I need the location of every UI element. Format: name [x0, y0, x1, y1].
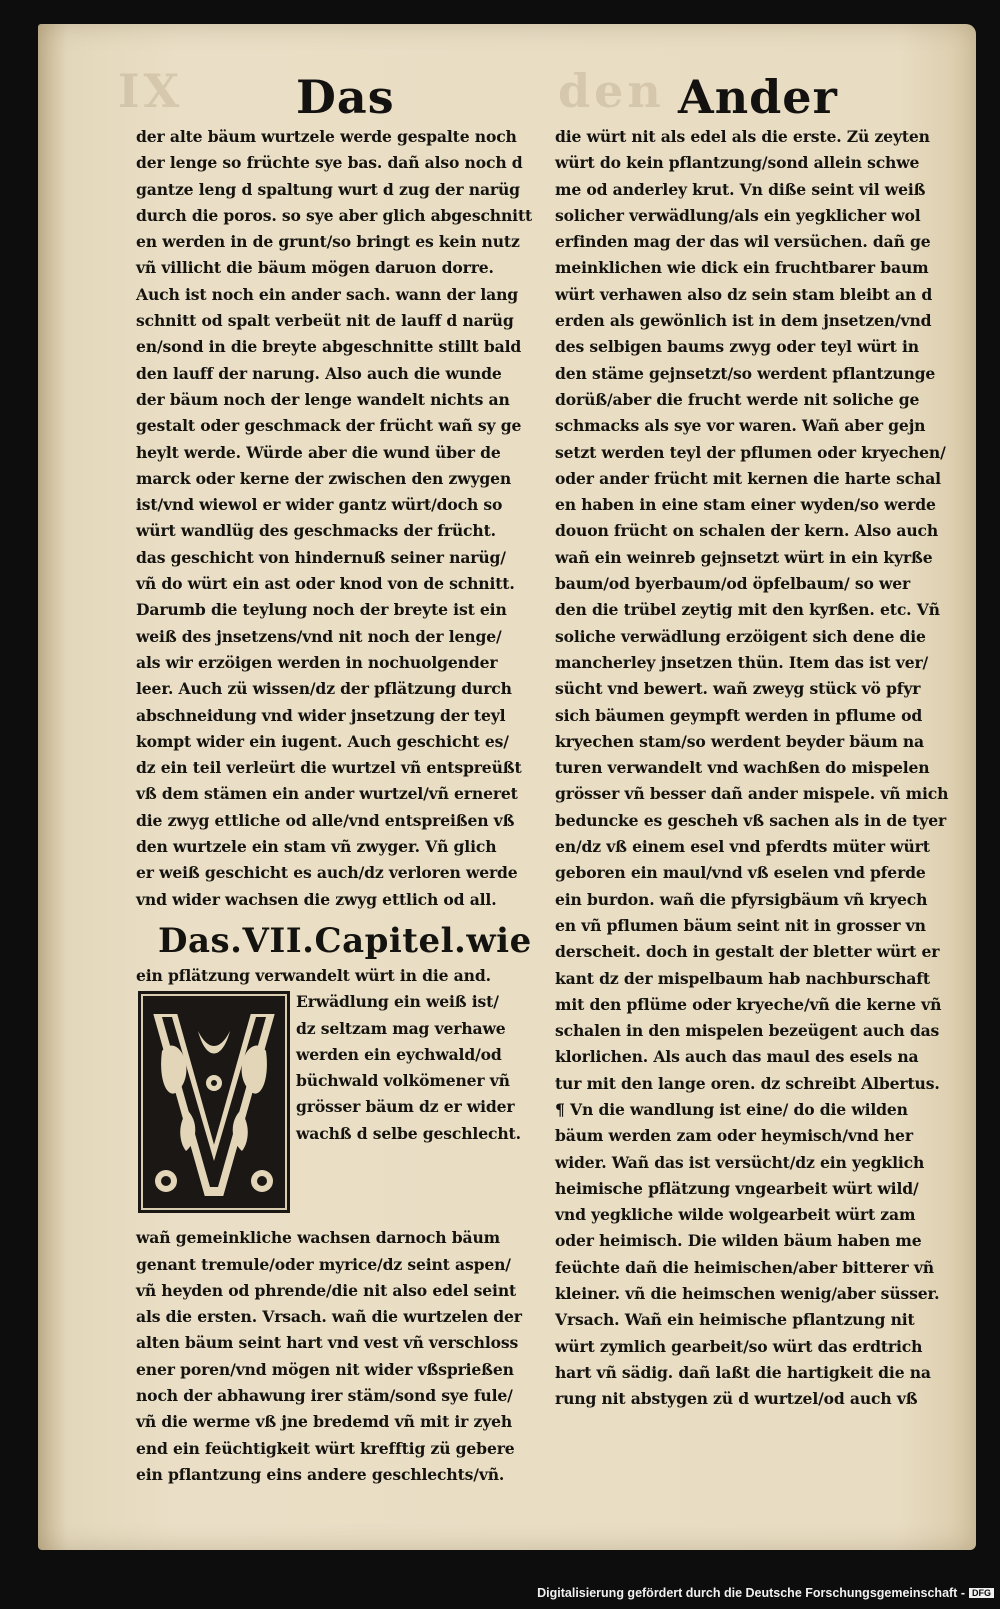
text-line: wachß d selbe geschlecht.: [296, 1123, 521, 1143]
text-line: solicher verwädlung/als ein yegklicher wol: [555, 205, 921, 225]
text-line: en/dz vß einem esel vnd pferdts müter würt: [555, 837, 930, 857]
text-line: meinklichen wie dick ein fruchtbarer baum: [555, 258, 929, 278]
text-line: gantze leng d spaltung wurt d zug der narüg: [136, 179, 520, 199]
text-line: vñ die werme vß jne bredemd vñ mit ir zyeh: [136, 1412, 513, 1432]
text-line: dz seltzam mag verhawe: [296, 1018, 506, 1038]
text-line: der alte bäum wurtzele werde gespalte noch: [136, 127, 517, 146]
text-line: dz ein teil verleürt die wurtzel vñ entspreüßt: [136, 758, 522, 778]
text-line: den lauff der narung. Also auch die wunde: [136, 363, 502, 383]
text-line: heylt werde. Würde aber die wund über de: [136, 442, 501, 462]
text-line: werden ein eychwald/od: [296, 1044, 502, 1064]
text-line: weiß des jnsetzens/vnd nit noch der lenge/: [136, 626, 502, 646]
text-line: turen verwandelt vnd wachßen do mispelen: [555, 758, 930, 778]
text-line: derscheit. doch in gestalt der bletter würt er: [555, 942, 940, 962]
text-line: tur mit den lange oren. dz schreibt Albertus.: [555, 1073, 940, 1093]
initial-paragraph: [136, 989, 536, 1225]
text-line: en vñ pflumen bäum seint nit in grosser vn: [555, 915, 926, 935]
text-line: mit den pflüme oder kryeche/vñ die kerne vñ: [555, 994, 942, 1014]
left-column-top-text: [136, 124, 536, 913]
text-line: setzt werden teyl der pflumen oder kryechen/: [555, 442, 946, 462]
text-line: als die ersten. Vrsach. wañ die wurtzelen der: [136, 1307, 522, 1327]
text-line: noch der abhawung irer stäm/sond sye fule/: [136, 1385, 513, 1405]
text-line: en haben in eine stam einer wyden/so werde: [555, 495, 936, 515]
text-line: vñ heyden od phrende/die nit also edel seint: [136, 1280, 517, 1300]
left-column-bottom-text: [136, 1225, 536, 1488]
digitization-credit: [537, 1586, 994, 1600]
text-line: vnd yegkliche wilde wolgearbeit würt zam: [555, 1205, 916, 1225]
text-line: geboren ein maul/vnd vß eselen vnd pferde: [555, 863, 926, 883]
text-line: vñ do würt ein ast oder knod von de schnitt.: [136, 574, 515, 594]
text-line: dorüß/aber die frucht werde nit soliche ge: [555, 389, 920, 409]
text-line: schmacks als sye vor waren. Wañ aber gejn: [555, 416, 926, 436]
text-line: das geschicht von hindernuß seiner narüg/: [136, 547, 506, 567]
text-line: büchwald volkömener vñ: [296, 1071, 510, 1091]
text-line: schalen in den mispelen bezeügent auch das: [555, 1021, 940, 1041]
text-line: kryechen stam/so werdent beyder bäum na: [555, 731, 924, 751]
text-line: der bäum noch der lenge wandelt nichts an: [136, 389, 510, 409]
text-line: en/sond in die breyte abgeschnitte stillt bald: [136, 337, 522, 357]
text-line: ist/vnd wiewol er wider gantz würt/doch so: [136, 495, 503, 515]
bleed-through-text: den: [558, 64, 665, 118]
text-line: alten bäum seint hart vnd vest vñ verschloss: [136, 1333, 519, 1353]
text-line: rung nit abstygen zü d wurtzel/od auch vß: [555, 1389, 918, 1409]
text-line: den stäme gejnsetzt/so werdent pflantzunge: [555, 363, 936, 383]
text-line: ein burdon. wañ die pfyrsigbäum vñ kryech: [555, 889, 928, 909]
text-line: abschneidung vnd wider jnsetzung der teyl: [136, 705, 506, 725]
text-line: vß dem stämen ein ander wurtzel/vñ erneret: [136, 784, 518, 804]
initial-indented-text: [296, 989, 536, 1147]
running-head-right: Ander: [678, 70, 838, 124]
text-line: soliche verwädlung erzöigent sich dene die: [555, 626, 926, 646]
text-line: wider. Wañ das ist versücht/dz ein yegklich: [555, 1152, 925, 1172]
text-line: durch die poros. so sye aber glich abgeschnitt: [136, 205, 533, 225]
text-line: douon frücht on schalen der kern. Also auch: [555, 521, 939, 541]
left-column: [136, 124, 536, 1488]
text-line: ein pflantzung eins andere geschlechts/vñ.: [136, 1464, 505, 1484]
text-line: end ein feüchtigkeit würt krefftig zü gebere: [136, 1438, 515, 1458]
text-line: würt do kein pflantzung/sond allein schwe: [555, 153, 920, 173]
text-line: schnitt od spalt verbeüt nit de lauff d narüg: [136, 311, 514, 331]
text-line: er weiß geschicht es auch/dz verloren werde: [136, 863, 518, 883]
text-line: feüchte dañ die heimischen/aber bitterer vñ: [555, 1257, 934, 1277]
text-line: oder heimisch. Die wilden bäum haben me: [555, 1231, 922, 1251]
right-column: [555, 124, 955, 1413]
chapter-title: Das.VII.Capitel.wie: [158, 920, 532, 961]
text-line: me od anderley krut. Vn diße seint vil weiß: [555, 179, 926, 199]
text-line: leer. Auch zü wissen/dz der pflätzung durch: [136, 679, 512, 699]
chapter-subtitle: ein pflätzung verwandelt würt in die and.: [136, 965, 491, 985]
text-line: kleiner. vñ die heimschen wenig/aber süsser.: [555, 1284, 940, 1304]
text-line: klorlichen. Als auch das maul des esels na: [555, 1047, 919, 1067]
text-line: erfinden mag der das wil versüchen. dañ ge: [555, 232, 931, 252]
text-line: Darumb die teylung noch der breyte ist ein: [136, 600, 507, 620]
text-line: Erwädlung ein weiß ist/: [296, 992, 499, 1012]
text-line: oder ander frücht mit kernen die harte schal: [555, 468, 941, 488]
text-line: der lenge so früchte sye bas. dañ also noch d: [136, 153, 523, 173]
text-line: würt verhawen also dz sein stam bleibt an d: [555, 284, 933, 304]
text-line: wañ ein weinreb gejnsetzt würt in ein kyrße: [555, 547, 933, 567]
text-line: ¶ Vn die wandlung ist eine/ do die wilden: [555, 1099, 908, 1119]
text-line: grösser bäum dz er wider: [296, 1097, 515, 1117]
decorated-initial-v-icon: [138, 991, 290, 1213]
text-line: würt zymlich gearbeit/so würt das erdtrich: [555, 1336, 923, 1356]
text-line: baum/od byerbaum/od öpfelbaum/ so wer: [555, 574, 911, 594]
text-line: heimische pflätzung vngearbeit würt wild/: [555, 1178, 919, 1198]
text-line: den wurtzele ein stam vñ zwyger. Vñ glich: [136, 837, 497, 857]
text-line: vñ villicht die bäum mögen daruon dorre.: [136, 258, 494, 278]
text-line: ener poren/vnd mögen nit wider vßsprießen: [136, 1359, 514, 1379]
text-line: die zwyg ettliche od alle/vnd entspreißen vß: [136, 810, 515, 830]
text-line: des selbigen baums zwyg oder teyl würt in: [555, 337, 919, 357]
dfg-logo: DFG: [969, 1588, 994, 1598]
text-line: mancherley jnsetzen thün. Item das ist ver/: [555, 652, 929, 672]
text-line: vnd wider wachsen die zwyg ettlich od all.: [136, 889, 497, 909]
text-line: erden als gewönlich ist in dem jnsetzen/vnd: [555, 311, 932, 331]
credit-text: Digitalisierung gefördert durch die Deutsche Forschungsgemeinschaft -: [537, 1586, 965, 1600]
text-line: Vrsach. Wañ ein heimische pflantzung nit: [555, 1310, 915, 1330]
text-line: genant tremule/oder myrice/dz seint aspen/: [136, 1254, 511, 1274]
book-page: [38, 24, 976, 1550]
text-line: beduncke es gescheh vß sachen als in de tyer: [555, 810, 947, 830]
text-line: die würt nit als edel als die erste. Zü zeyten: [555, 127, 930, 146]
text-line: wañ gemeinkliche wachsen darnoch bäum: [136, 1228, 500, 1248]
text-line: kompt wider ein iugent. Auch geschicht es/: [136, 731, 509, 751]
text-line: gestalt oder geschmack der frücht wañ sy ge: [136, 416, 522, 436]
text-line: grösser vñ besser dañ ander mispele. vñ mich: [555, 784, 949, 804]
text-line: en werden in de grunt/so bringt es kein nutz: [136, 232, 520, 252]
text-line: kant dz der mispelbaum hab nachburschaft: [555, 968, 930, 988]
text-line: marck oder kerne der zwischen den zwygen: [136, 468, 512, 488]
text-line: sücht vnd bewert. wañ zweyg stück vö pfyr: [555, 679, 921, 699]
text-line: als wir erzöigen werden in nochuolgender: [136, 652, 498, 672]
text-line: würt wandlüg des geschmacks der frücht.: [136, 521, 496, 541]
text-line: den die trübel zeytig mit den kyrßen. etc. Vñ: [555, 600, 940, 620]
text-line: sich bäumen geympft werden in pflume od: [555, 705, 923, 725]
text-line: hart vñ sädig. dañ laßt die hartigkeit die na: [555, 1362, 931, 1382]
text-line: Auch ist noch ein ander sach. wann der lang: [136, 284, 519, 304]
bleed-through-text: IX: [118, 64, 184, 118]
text-line: bäum werden zam oder heymisch/vnd her: [555, 1126, 913, 1146]
running-head-left: Das: [296, 70, 395, 124]
